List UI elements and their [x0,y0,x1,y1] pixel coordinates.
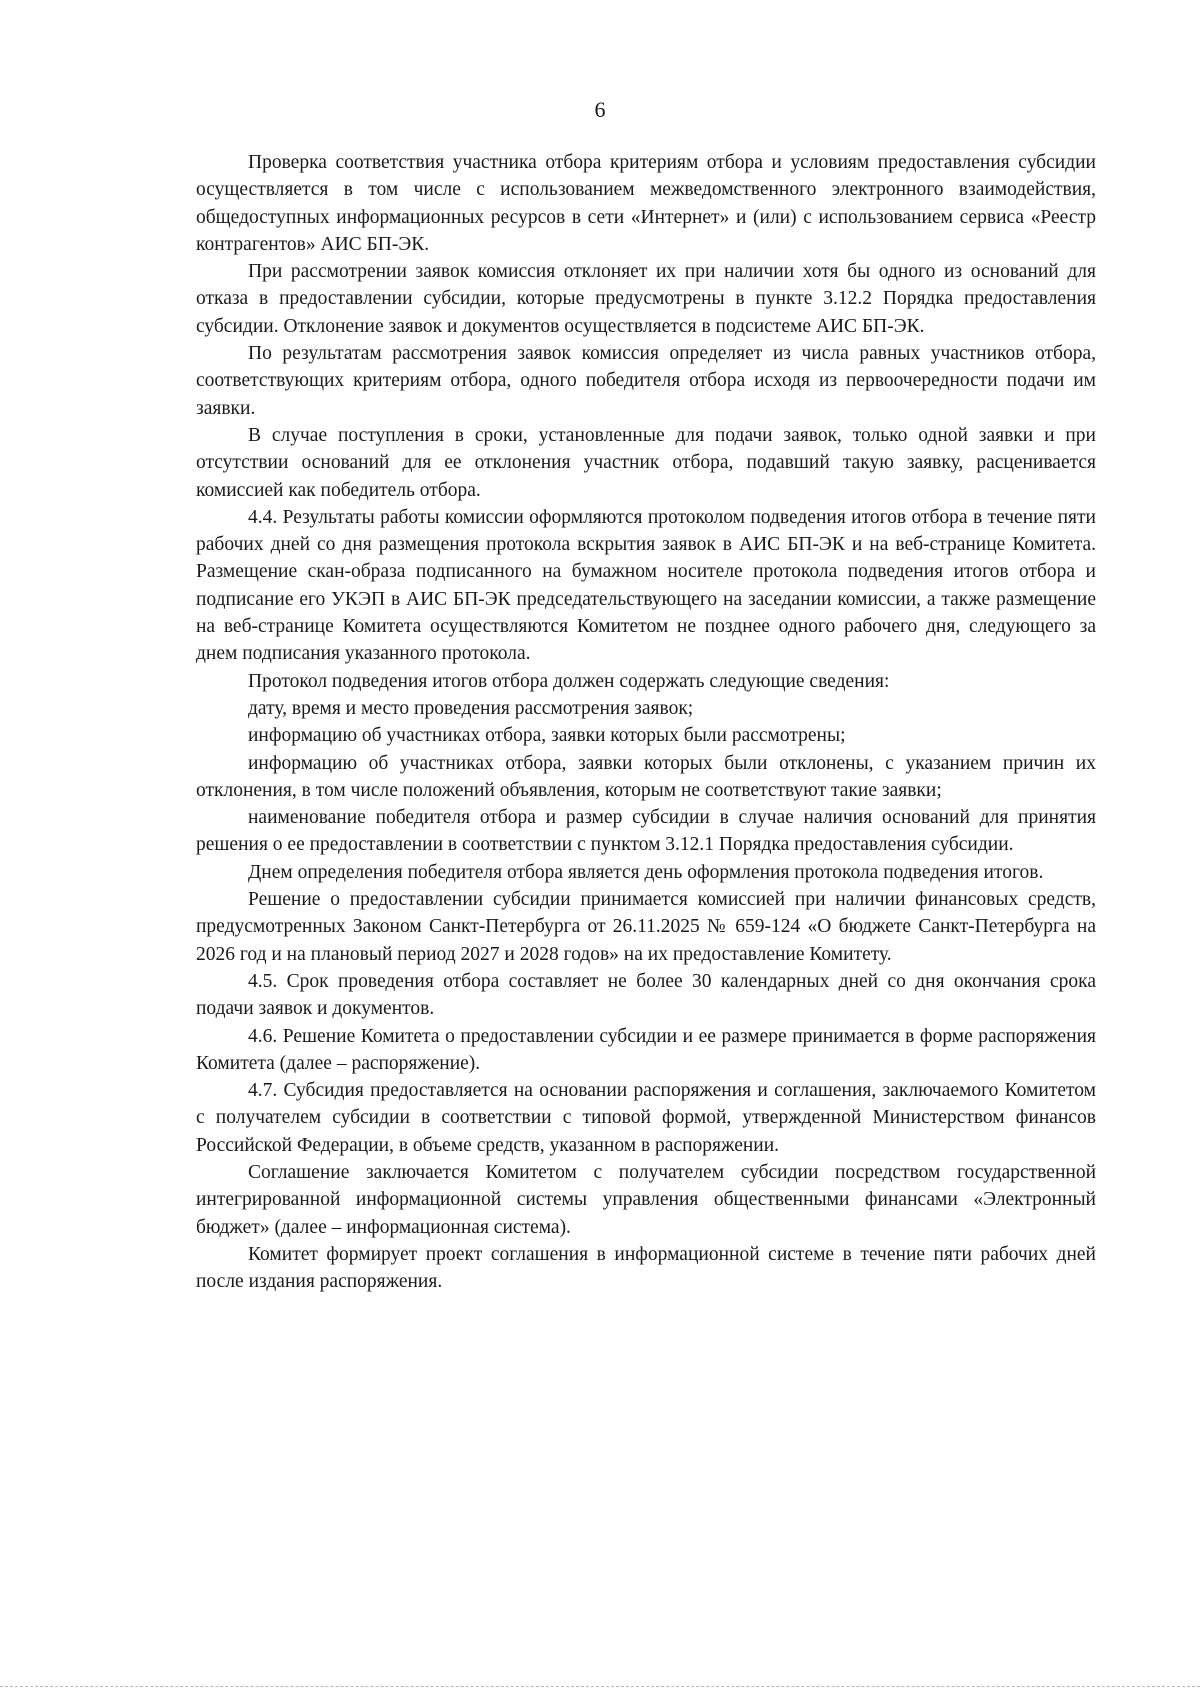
paragraph-funding-decision: Решение о предоставлении субсидии принимается комиссией при наличии финансовых средств, предусмотренных Законом Санкт-Петербурга от 26.11.2025 № 659-124 «О бюджете Санкт-Петербурга на 2026 год и на плановый период 2027 и 2028 годов» на их предоставление Комитету. [196,889,1096,965]
paragraph-winner-day: Днем определения победителя отбора является день оформления протокола подведения итогов. [248,861,1044,883]
paragraph-4-6: 4.6. Решение Комитета о предоставлении субсидии и ее размере принимается в форме распоряжения Комитета (далее – распоряжение). [196,1025,1096,1074]
list-item-date-time-place: дату, время и место проведения рассмотрения заявок; [248,697,694,719]
paragraph-single-application: В случае поступления в сроки, установленные для подачи заявок, только одной заявки и при отсутствии оснований для ее отклонения участник отбора, подавший такую заявку, расценивается комиссией как победитель отбора. [196,424,1096,501]
list-item-reviewed-participants: информацию об участниках отбора, заявки которых были рассмотрены; [248,725,846,747]
paragraph-winner-selection: По результатам рассмотрения заявок комиссия определяет из числа равных участников отбора, соответствующих критериям отбора, одного победителя отбора исходя из первоочередности подачи им заявки. [196,343,1096,419]
paragraph-verification: Проверка соответствия участника отбора критериям отбора и условиям предоставления субсидии осуществляется в том числе с использованием межведомственного электронного взаимодействия, общедоступных информационных ресурсов в сети «Интернет» и (или) с использованием сервиса «Реестр контрагентов» АИС БП-ЭК. [196,152,1096,255]
paragraph-4-5: 4.5. Срок проведения отбора составляет не более 30 календарных дней со дня окончания срока подачи заявок и документов. [196,970,1096,1020]
document-body [196,149,1096,1295]
list-item-winner-name: наименование победителя отбора и размер субсидии в случае наличия оснований для принятия решения о ее предоставлении в соответствии с пунктом 3.12.1 Порядка предоставления субсидии. [196,807,1096,856]
page-number: 6 [594,97,606,122]
scan-edge-line [0,1686,1200,1687]
paragraph-protocol-contents: Протокол подведения итогов отбора должен содержать следующие сведения: [248,670,890,692]
paragraph-draft-agreement: Комитет формирует проект соглашения в информационной системе в течение пяти рабочих дней после издания распоряжения. [196,1243,1096,1293]
list-item-rejected-participants: информацию об участниках отбора, заявки которых были отклонены, с указанием причин их отклонения, в том числе положений объявления, которым не соответствуют такие заявки; [196,752,1096,801]
paragraph-agreement: Соглашение заключается Комитетом с получателем субсидии посредством государственной интегрированной информационной системы управления общественными финансами «Электронный бюджет» (далее – информационная система). [196,1161,1096,1238]
paragraph-rejection: При рассмотрении заявок комиссия отклоняет их при наличии хотя бы одного из оснований для отказа в предоставлении субсидии, которые предусмотрены в пункте 3.12.2 Порядка предоставления субсидии. Отклонение заявок и документов осуществляется в подсистеме АИС БП-ЭК. [196,261,1096,337]
paragraph-4-4: 4.4. Результаты работы комиссии оформляются протоколом подведения итогов отбора в течение пяти рабочих дней со дня размещения протокола вскрытия заявок в АИС БП-ЭК и на веб-странице Комитета. Размещение скан-образа подписанного на бумажном носителе протокола подведения итогов отбора и подписание его УКЭП в АИС БП-ЭК председательствующего на заседании комиссии, а также размещение на веб-странице Комитета осуществляются Комитетом не позднее одного рабочего дня, следующего за днем подписания указанного протокола. [196,506,1096,665]
paragraph-4-7: 4.7. Субсидия предоставляется на основании распоряжения и соглашения, заключаемого Комитетом с получателем субсидии в соответствии с типовой формой, утвержденной Министерством финансов Российской Федерации, в объеме средств, указанном в распоряжении. [196,1080,1096,1156]
